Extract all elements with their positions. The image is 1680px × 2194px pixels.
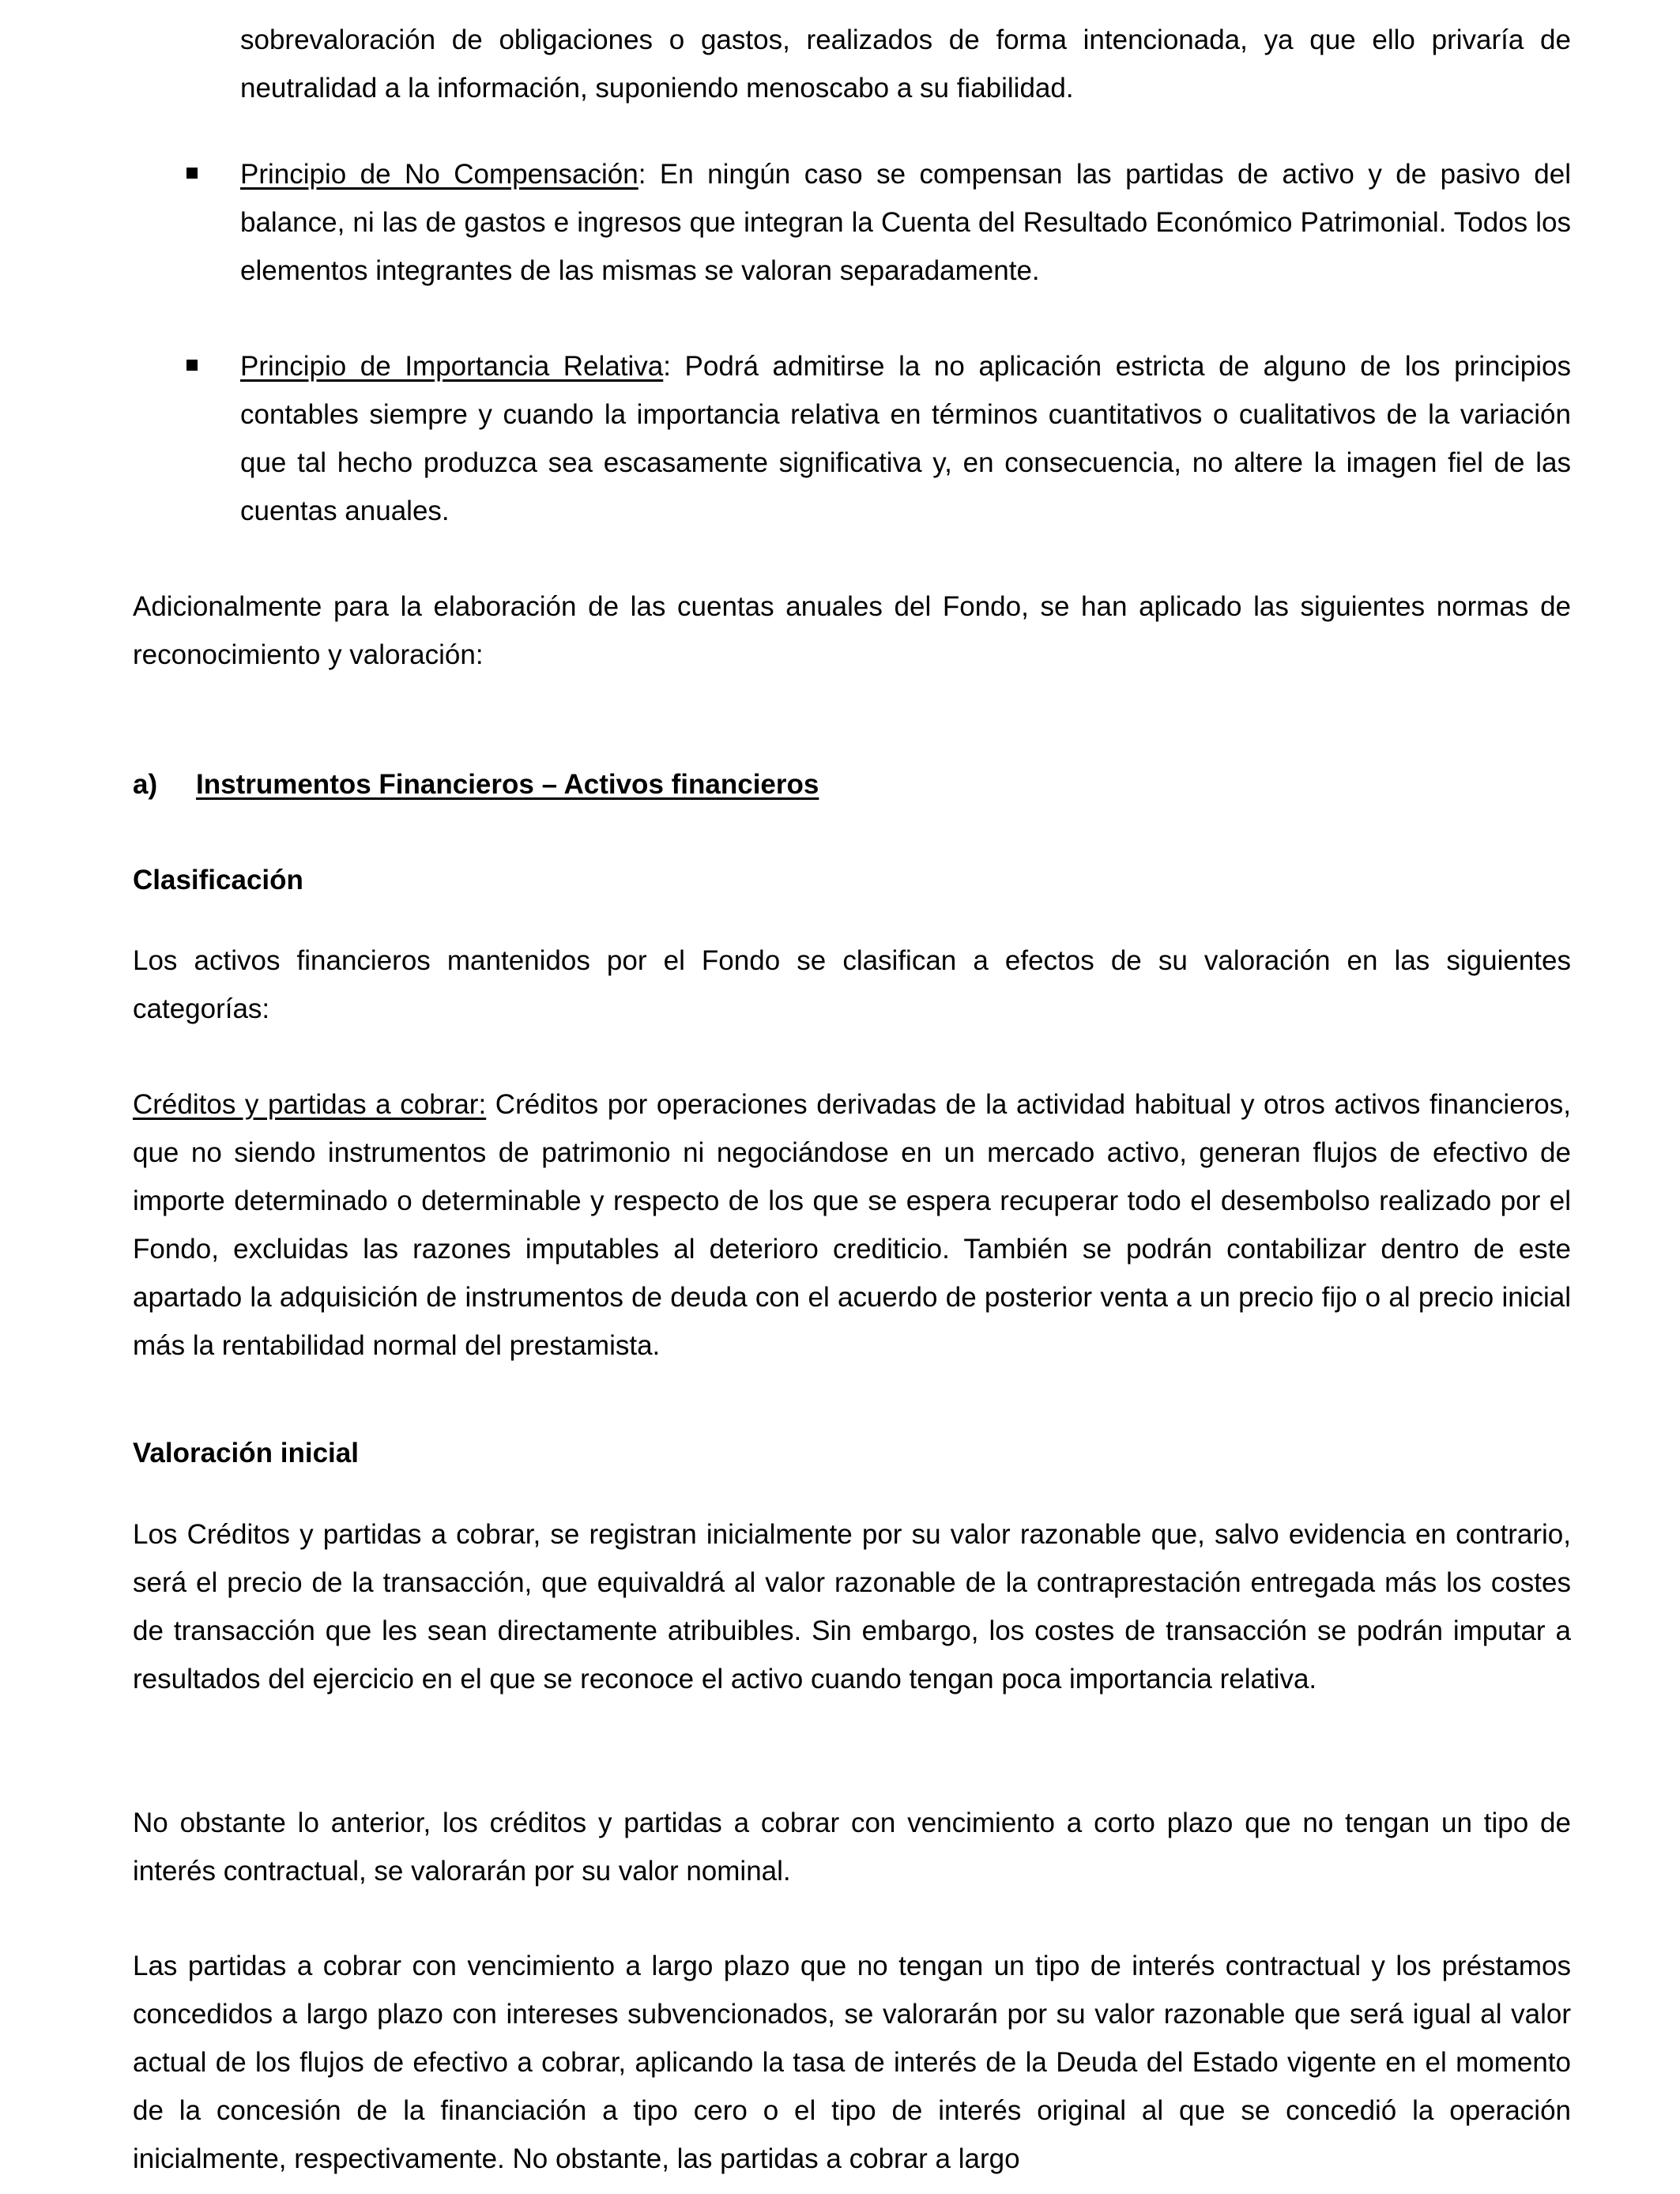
additional-paragraph-text: Adicionalmente para la elaboración de las cuentas anuales del Fondo, se han aplicado las siguientes normas de reconocimiento y valoración: (133, 591, 1571, 670)
clasificacion-heading-text: Clasificación (133, 865, 303, 895)
bullet-text: : En ningún caso se compensan las partidas de activo y de pasivo del balance, ni las de gastos e ingresos que integran la Cuenta del Resultado Económico Patrimonial. Todos los elementos integrantes de las mismas se valoran separadamente. (240, 159, 1571, 286)
section-marker: a) (133, 769, 158, 800)
valoracion-paragraph-3-text: Las partidas a cobrar con vencimiento a largo plazo que no tengan un tipo de interés contractual y los préstamos concedidos a largo plazo con intereses subvencionados, se valorarán por su valor razonable que será igual al valor actual de los flujos de efectivo a cobrar, aplicando la tasa de interés de la Deuda del Estado vigente en el momento de la concesión de la financiación a tipo cero o el tipo de interés original al que se concedió la operación inicialmente, respectivamente. No obstante, las partidas a cobrar a largo (133, 1951, 1571, 2174)
valoracion-paragraph-1 (133, 1510, 1571, 1703)
additional-paragraph (133, 582, 1571, 679)
clasificacion-paragraph-text: Los activos financieros mantenidos por el Fondo se clasifican a efectos de su valoración en las siguientes categorías: (133, 945, 1571, 1024)
valoracion-paragraph-2 (133, 1799, 1571, 1895)
bullet-text: : Podrá admitirse la no aplicación estricta de alguno de los principios contables siempre y cuando la importancia relativa en términos cuantitativos o cualitativos de la variación que tal hecho produzca sea escasamente significativa y, en consecuencia, no altere la imagen fiel de las cuentas anuales. (240, 351, 1571, 526)
valoracion-paragraph-2-text: No obstante lo anterior, los créditos y partidas a cobrar con vencimiento a corto plazo que no tengan un tipo de interés contractual, se valorarán por su valor nominal. (133, 1808, 1571, 1887)
valoracion-paragraph-1-text: Los Créditos y partidas a cobrar, se registran inicialmente por su valor razonable que, salvo evidencia en contrario, será el precio de la transacción, que equivaldrá al valor razonable de la contraprestación entregada más los costes de transacción que les sean directamente atribuibles. Sin embargo, los costes de transacción se podrán imputar a resultados del ejercicio en el que se reconoce el activo cuando tengan poca importancia relativa. (133, 1519, 1571, 1695)
valoracion-inicial-heading (133, 1429, 359, 1477)
bullet-square-icon (186, 168, 198, 179)
creditos-paragraph (133, 1080, 1571, 1370)
valoracion-inicial-heading-text: Valoración inicial (133, 1438, 359, 1468)
creditos-text: Créditos por operaciones derivadas de la actividad habitual y otros activos financieros, que no siendo instrumentos de patrimonio ni negociándose en un mercado activo, generan flujos de efectivo de importe determinado o determinable y respecto de los que se espera recuperar todo el desembolso realizado por el Fondo, excluidas las razones imputables al deterioro crediticio. También se podrán contabilizar dentro de este apartado la adquisición de instrumentos de deuda con el acuerdo de posterior venta a un precio fijo o al precio inicial más la rentabilidad normal del prestamista. (133, 1089, 1571, 1361)
clasificacion-heading (133, 856, 303, 904)
section-a-heading (133, 760, 819, 809)
clasificacion-paragraph (133, 937, 1571, 1033)
section-title: Instrumentos Financieros – Activos financieros (196, 769, 819, 800)
intro-continuation-text: sobrevaloración de obligaciones o gastos, realizados de forma intencionada, ya que ello privaría de neutralidad a la información, suponiendo menoscabo a su fiabilidad. (240, 25, 1571, 104)
bullet-no-compensacion (240, 150, 1571, 295)
bullet-square-icon (186, 360, 198, 371)
creditos-label: Créditos y partidas a cobrar: (133, 1089, 487, 1120)
bullet-importancia-relativa (240, 342, 1571, 535)
bullet-title: Principio de No Compensación (240, 159, 638, 190)
intro-continuation (240, 16, 1571, 112)
bullet-title: Principio de Importancia Relativa (240, 351, 664, 382)
valoracion-paragraph-3 (133, 1942, 1571, 2183)
